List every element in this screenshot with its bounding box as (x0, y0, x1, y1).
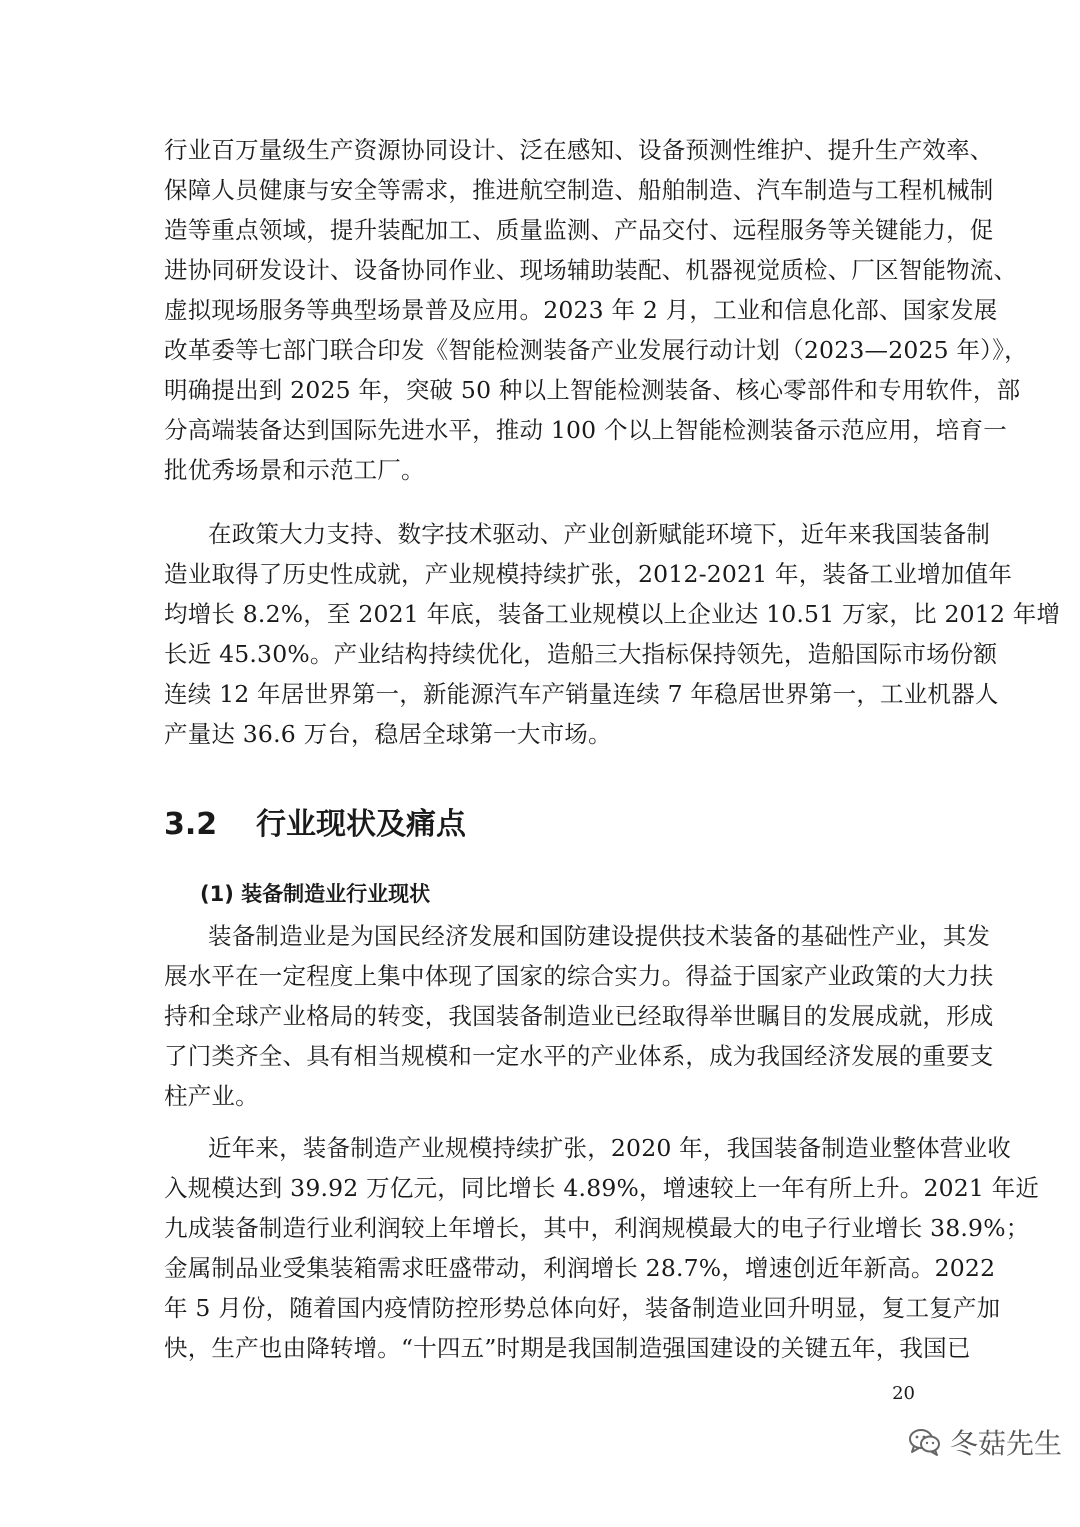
paragraph-line: 连续 12 年居世界第一，新能源汽车产销量连续 7 年稳居世界第一，工业机器人 (164, 680, 999, 708)
paragraph-policy (164, 514, 1061, 754)
paragraph-line: 持和全球产业格局的转变，我国装备制造业已经取得举世瞩目的发展成就，形成 (164, 1002, 994, 1030)
page-number: 20 (892, 1383, 915, 1404)
paragraph-line: 九成装备制造行业利润较上年增长，其中，利润规模最大的电子行业增长 38.9%； (164, 1214, 1030, 1242)
paragraph-status (164, 916, 994, 1116)
paragraph-line: 进协同研发设计、设备协同作业、现场辅助装配、机器视觉质检、厂区智能物流、 (164, 256, 1018, 284)
paragraph-line: 快，生产也由降转增。“十四五”时期是我国制造强国建设的关键五年，我国已 (164, 1334, 971, 1362)
paragraph-line: 柱产业。 (164, 1082, 259, 1110)
section-title: 行业现状及痛点 (256, 807, 466, 842)
paragraph-line: 展水平在一定程度上集中体现了国家的综合实力。得益于国家产业政策的大力扶 (164, 962, 994, 990)
paragraph-line: 年 5 月份，随着国内疫情防控形势总体向好，装备制造业回升明显，复工复产加 (164, 1294, 1001, 1322)
paragraph-intro (164, 130, 1028, 490)
paragraph-line: 保障人员健康与安全等需求，推进航空制造、船舶制造、汽车制造与工程机械制 (164, 176, 994, 204)
section-number: 3.2 (164, 807, 218, 842)
paragraph-line: 入规模达到 39.92 万亿元，同比增长 4.89%，增速较上一年有所上升。2021 年近 (164, 1174, 1040, 1202)
paragraph-line: 造等重点领域，提升装配加工、质量监测、产品交付、远程服务等关键能力，促 (164, 216, 994, 244)
paragraph-line: 虚拟现场服务等典型场景普及应用。2023 年 2 月，工业和信息化部、国家发展 (164, 296, 998, 324)
paragraph-line: 均增长 8.2%，至 2021 年底，装备工业规模以上企业达 10.51 万家，比 2012 年增 (164, 600, 1061, 628)
section-heading (164, 800, 466, 850)
paragraph-line: 装备制造业是为国民经济发展和国防建设提供技术装备的基础性产业，其发 (208, 922, 991, 950)
paragraph-line: 分高端装备达到国际先进水平，推动 100 个以上智能检测装备示范应用，培育一 (164, 416, 1007, 444)
paragraph-line: 近年来，装备制造产业规模持续扩张，2020 年，我国装备制造业整体营业收 (208, 1134, 1011, 1162)
paragraph-line: 长近 45.30%。产业结构持续优化，造船三大指标保持领先，造船国际市场份额 (164, 640, 998, 668)
paragraph-recent (164, 1128, 1040, 1368)
paragraph-line: 金属制品业受集装箱需求旺盛带动，利润增长 28.7%，增速创近年新高。2022 (164, 1254, 996, 1282)
paragraph-line: 产量达 36.6 万台，稳居全球第一大市场。 (164, 720, 612, 748)
subsection-heading: (1) 装备制造业行业现状 (200, 882, 431, 906)
paragraph-line: 了门类齐全、具有相当规模和一定水平的产业体系，成为我国经济发展的重要支 (164, 1042, 994, 1070)
paragraph-line: 造业取得了历史性成就，产业规模持续扩张，2012-2021 年，装备工业增加值年 (164, 560, 1013, 588)
paragraph-line: 批优秀场景和示范工厂。 (164, 456, 425, 484)
watermark-text: 冬菇先生 (950, 1427, 1063, 1460)
paragraph-line: 行业百万量级生产资源协同设计、泛在感知、设备预测性维护、提升生产效率、 (164, 136, 994, 164)
paragraph-line: 明确提出到 2025 年，突破 50 种以上智能检测装备、核心零部件和专用软件，部 (164, 376, 1021, 404)
watermark (908, 1422, 1062, 1462)
paragraph-line: 改革委等七部门联合印发《智能检测装备产业发展行动计划（2023—2025 年）》， (164, 336, 1028, 364)
wechat-icon (908, 1427, 942, 1457)
paragraph-line: 在政策大力支持、数字技术驱动、产业创新赋能环境下，近年来我国装备制 (208, 520, 991, 548)
